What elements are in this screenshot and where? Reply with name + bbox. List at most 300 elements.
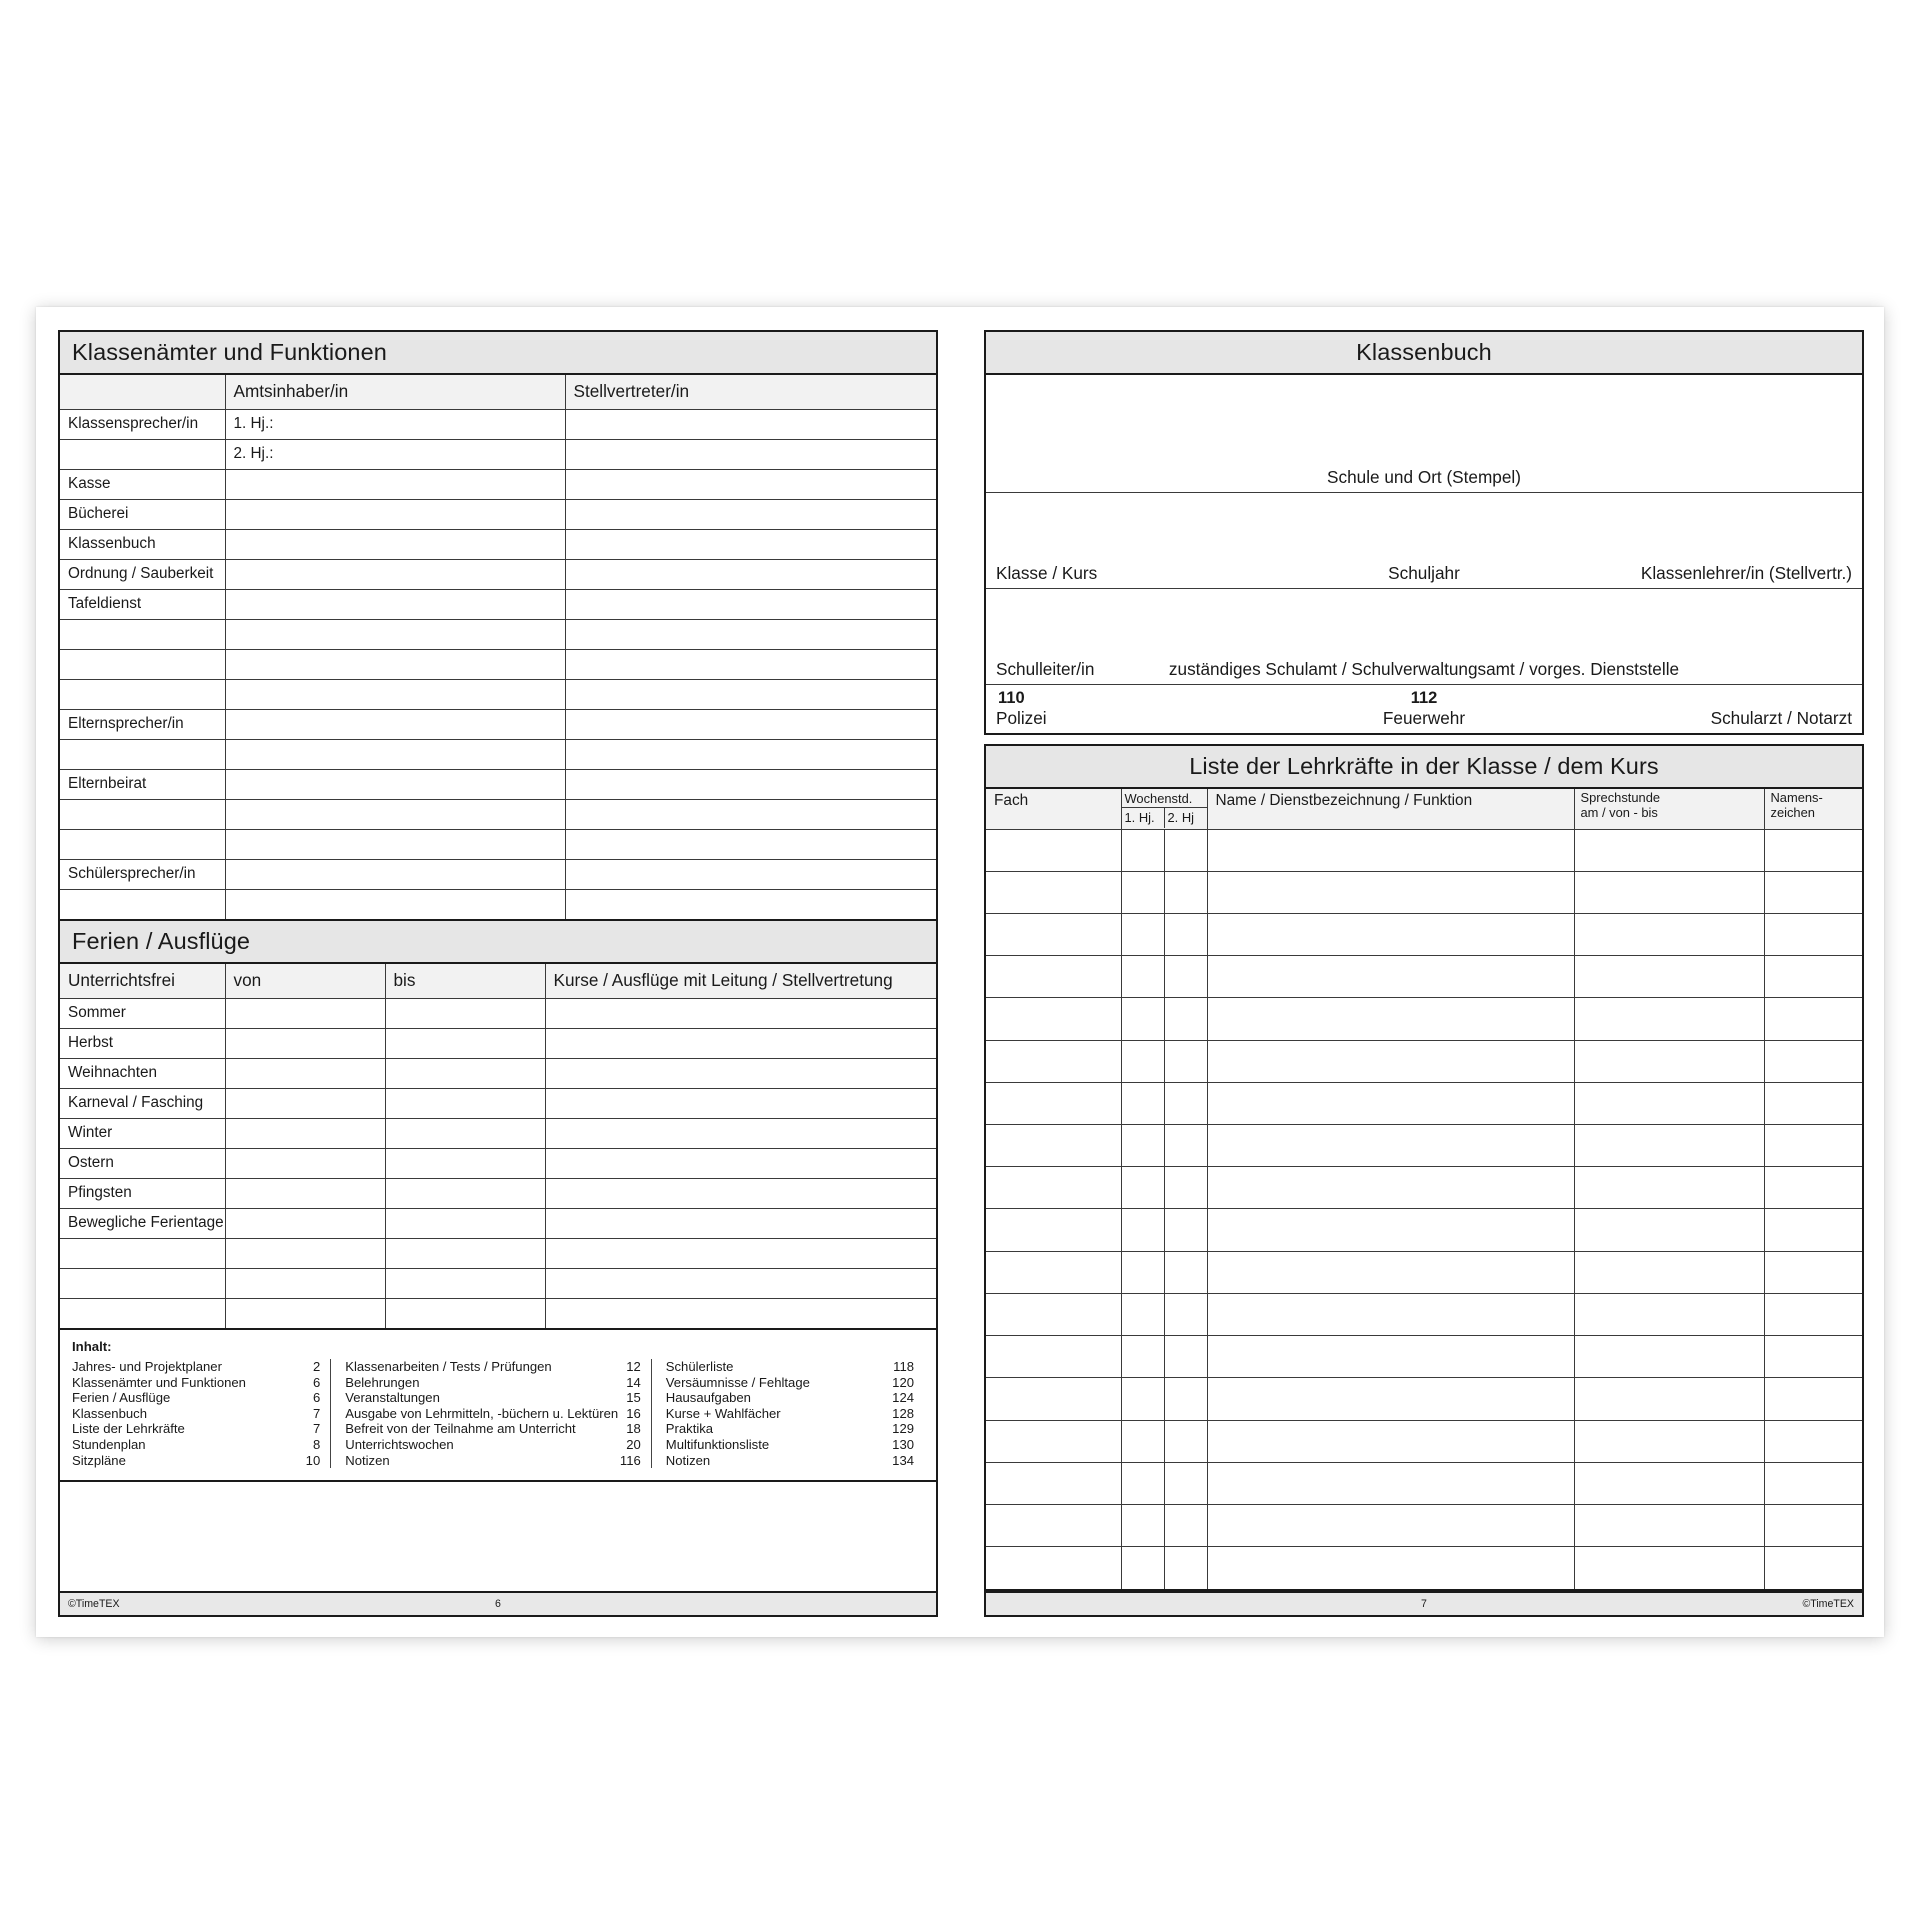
holidays-row-from[interactable] (225, 998, 385, 1028)
contents-entry-page: 20 (626, 1436, 641, 1452)
klassenbuch-title: Klassenbuch (986, 332, 1862, 375)
teacher-cell-h2[interactable] (1164, 1167, 1207, 1209)
teacher-cell-officehours[interactable] (1574, 1462, 1764, 1504)
teacher-cell-subject[interactable] (986, 1167, 1121, 1209)
teacher-cell-officehours[interactable] (1574, 1125, 1764, 1167)
teacher-cell-h1[interactable] (1121, 1125, 1164, 1167)
table-row (986, 1251, 1862, 1293)
holidays-row-to[interactable] (385, 1178, 545, 1208)
contents-entry-page: 124 (892, 1390, 915, 1406)
teacher-cell-initials[interactable] (1764, 1462, 1862, 1504)
teacher-cell-name[interactable] (1207, 1505, 1574, 1547)
holidays-row-note[interactable] (545, 1148, 936, 1178)
offices-table (60, 375, 936, 919)
teacher-cell-h1[interactable] (1121, 1420, 1164, 1462)
offices-row-holder[interactable] (225, 889, 565, 919)
offices-row-deputy[interactable] (565, 859, 936, 889)
contents-entry[interactable] (345, 1375, 641, 1391)
contents-entry[interactable] (666, 1453, 914, 1469)
offices-row-label: Tafeldienst (60, 589, 225, 619)
teacher-cell-h2[interactable] (1164, 1209, 1207, 1251)
table-row (60, 649, 936, 679)
contents-entry-page: 7 (312, 1421, 321, 1437)
offices-row-holder[interactable]: 1. Hj.: (225, 409, 565, 439)
teacher-cell-subject[interactable] (986, 913, 1121, 955)
weekly-hours-h2: 2. Hj (1167, 810, 1195, 825)
teacher-cell-initials[interactable] (1764, 829, 1862, 871)
offices-row-holder[interactable] (225, 559, 565, 589)
contents-entry[interactable] (72, 1359, 320, 1375)
teacher-cell-initials[interactable] (1764, 1082, 1862, 1124)
contents-index-block (58, 1330, 938, 1482)
contents-entry-label: Sitzpläne (72, 1452, 126, 1468)
holidays-row-note[interactable] (545, 998, 936, 1028)
teacher-cell-subject[interactable] (986, 1505, 1121, 1547)
teacher-cell-h1[interactable] (1121, 1040, 1164, 1082)
left-page-footer (58, 1591, 938, 1617)
contents-entry[interactable] (345, 1437, 641, 1453)
headmaster-authority-field[interactable] (986, 589, 1862, 685)
offices-row-holder[interactable] (225, 709, 565, 739)
contents-entry[interactable] (345, 1453, 641, 1469)
table-row (986, 1378, 1862, 1420)
holidays-row-from[interactable] (225, 1298, 385, 1328)
teacher-cell-subject[interactable] (986, 1462, 1121, 1504)
offices-row-holder[interactable] (225, 499, 565, 529)
holidays-row-to[interactable] (385, 1088, 545, 1118)
teacher-cell-officehours[interactable] (1574, 1547, 1764, 1589)
teacher-cell-subject[interactable] (986, 956, 1121, 998)
contents-entry-label: Multifunktionsliste (665, 1436, 770, 1452)
offices-row-label: Klassenbuch (60, 529, 225, 559)
holidays-row-to[interactable] (385, 1268, 545, 1298)
holidays-row-from[interactable] (225, 1058, 385, 1088)
holidays-row-label: Sommer (60, 998, 225, 1028)
contents-entry-page: 2 (312, 1359, 321, 1374)
teacher-cell-initials[interactable] (1764, 1040, 1862, 1082)
classteacher-label: Klassenlehrer/in (Stellvertr.) (1640, 563, 1852, 583)
holidays-row-from[interactable] (225, 1148, 385, 1178)
teacher-cell-h2[interactable] (1164, 1336, 1207, 1378)
contents-entry-label: Ausgabe von Lehrmitteln, -büchern u. Lektüren (345, 1405, 619, 1421)
contents-bottom-spacer (58, 1482, 938, 1591)
teacher-cell-initials[interactable] (1764, 871, 1862, 913)
teacher-cell-subject[interactable] (986, 829, 1121, 871)
offices-row-holder[interactable] (225, 859, 565, 889)
teacher-col-initials (1764, 789, 1862, 829)
teacher-cell-h1[interactable] (1121, 1462, 1164, 1504)
teacher-cell-h1[interactable] (1121, 871, 1164, 913)
offices-row-holder[interactable] (225, 739, 565, 769)
contents-entry-label: Veranstaltungen (345, 1390, 440, 1406)
holidays-row-note[interactable] (545, 1208, 936, 1238)
offices-row-deputy[interactable] (565, 829, 936, 859)
schoolyear-label: Schuljahr (1388, 563, 1460, 583)
contents-entry-label: Belehrungen (345, 1374, 420, 1390)
offices-row-deputy[interactable] (565, 649, 936, 679)
holidays-row-from[interactable] (225, 1088, 385, 1118)
teacher-cell-name[interactable] (1207, 1082, 1574, 1124)
contents-columns (72, 1359, 924, 1468)
table-row (60, 1058, 936, 1088)
teacher-cell-officehours[interactable] (1574, 913, 1764, 955)
holidays-row-label: Pfingsten (60, 1178, 225, 1208)
right-footer-copyright: ©TimeTEX (1802, 1598, 1854, 1610)
table-row (60, 859, 936, 889)
school-stamp-field[interactable] (986, 375, 1862, 493)
teacher-cell-officehours[interactable] (1574, 1420, 1764, 1462)
teacher-cell-subject[interactable] (986, 871, 1121, 913)
table-row (60, 589, 936, 619)
teacher-cell-h1[interactable] (1121, 998, 1164, 1040)
teacher-cell-h1[interactable] (1121, 1082, 1164, 1124)
holidays-row-to[interactable] (385, 1028, 545, 1058)
contents-entry-label: Ferien / Ausflüge (72, 1390, 171, 1406)
teacher-cell-h2[interactable] (1164, 1251, 1207, 1293)
offices-row-deputy[interactable] (565, 739, 936, 769)
fire-label: Feuerwehr (1382, 708, 1466, 728)
holidays-row-note[interactable] (545, 1058, 936, 1088)
left-footer-copyright: ©TimeTEX (68, 1598, 120, 1610)
holidays-row-from[interactable] (225, 1178, 385, 1208)
offices-row-deputy[interactable] (565, 559, 936, 589)
teacher-cell-h2[interactable] (1164, 998, 1207, 1040)
teacher-cell-initials[interactable] (1764, 1336, 1862, 1378)
teacher-cell-officehours[interactable] (1574, 829, 1764, 871)
offices-row-holder[interactable] (225, 799, 565, 829)
contents-entry[interactable] (72, 1375, 320, 1391)
contents-entry[interactable] (72, 1406, 320, 1422)
contents-entry[interactable] (666, 1406, 914, 1422)
holidays-row-to[interactable] (385, 1298, 545, 1328)
teacher-cell-name[interactable] (1207, 1040, 1574, 1082)
holidays-row-note[interactable] (545, 1088, 936, 1118)
authority-label: zuständiges Schulamt / Schulverwaltungsamt / vorges. Dienststelle (1168, 659, 1680, 679)
teacher-cell-initials[interactable] (1764, 998, 1862, 1040)
headmaster-label: Schulleiter/in (996, 659, 1095, 679)
contents-entry[interactable] (345, 1390, 641, 1406)
table-row (60, 829, 936, 859)
offices-col-deputy: Stellvertreter/in (565, 375, 936, 409)
contents-entry-page: 130 (892, 1436, 915, 1452)
contents-entry[interactable] (72, 1390, 320, 1406)
teacher-cell-h1[interactable] (1121, 1336, 1164, 1378)
teacher-cell-initials[interactable] (1764, 956, 1862, 998)
holidays-row-from[interactable] (225, 1238, 385, 1268)
contents-entry-page: 12 (626, 1359, 641, 1374)
teacher-cell-subject[interactable] (986, 1125, 1121, 1167)
holidays-row-note[interactable] (545, 1298, 936, 1328)
holidays-row-to[interactable] (385, 1148, 545, 1178)
contents-entry[interactable] (666, 1390, 914, 1406)
offices-row-label: Schülersprecher/in (60, 859, 225, 889)
holidays-row-to[interactable] (385, 1208, 545, 1238)
table-row (986, 1040, 1862, 1082)
teacher-cell-h2[interactable] (1164, 913, 1207, 955)
teacher-cell-officehours[interactable] (1574, 1251, 1764, 1293)
teacher-cell-subject[interactable] (986, 1547, 1121, 1589)
offices-row-deputy[interactable] (565, 409, 936, 439)
table-row (60, 1118, 936, 1148)
offices-row-deputy[interactable] (565, 529, 936, 559)
offices-col-holder: Amtsinhaber/in (225, 375, 565, 409)
teacher-cell-h2[interactable] (1164, 1462, 1207, 1504)
contents-entry[interactable] (345, 1421, 641, 1437)
contents-entry-label: Befreit von der Teilnahme am Unterricht (345, 1421, 576, 1437)
contents-entry[interactable] (666, 1359, 914, 1375)
book-spread-sheet (36, 307, 1884, 1637)
contents-entry-page: 120 (892, 1374, 915, 1390)
contents-entry-page: 6 (312, 1390, 321, 1406)
offices-row-deputy[interactable] (565, 469, 936, 499)
officehours-label: Sprechstunde (1580, 790, 1661, 805)
teacher-cell-name[interactable] (1207, 829, 1574, 871)
table-row (60, 1178, 936, 1208)
teacher-cell-name[interactable] (1207, 871, 1574, 913)
teacher-cell-name[interactable] (1207, 1547, 1574, 1589)
teacher-cell-name[interactable] (1207, 1125, 1574, 1167)
table-row (60, 679, 936, 709)
teacher-cell-subject[interactable] (986, 1336, 1121, 1378)
offices-row-label: Elternsprecher/in (60, 709, 225, 739)
holidays-col-label: Unterrichtsfrei (60, 964, 225, 998)
teacher-cell-h2[interactable] (1164, 1547, 1207, 1589)
teacher-col-subject: Fach (986, 789, 1121, 829)
table-row (986, 829, 1862, 871)
teacher-cell-initials[interactable] (1764, 1167, 1862, 1209)
weekly-hours-h1: 1. Hj. (1122, 808, 1165, 828)
teacher-col-weekly-hours (1121, 789, 1207, 829)
table-row (60, 469, 936, 499)
emergency-numbers-row (986, 685, 1862, 733)
holidays-row-note[interactable] (545, 1028, 936, 1058)
class-label: Klasse / Kurs (996, 563, 1098, 583)
contents-entry[interactable] (72, 1437, 320, 1453)
doctor-label: Schularzt / Notarzt (1710, 708, 1852, 728)
holidays-table-block (58, 921, 938, 1330)
initials-sublabel: zeichen (1770, 804, 1815, 820)
teacher-list-table (986, 789, 1862, 1589)
teacher-cell-officehours[interactable] (1574, 1040, 1764, 1082)
contents-entry-page: 6 (312, 1374, 321, 1390)
teacher-cell-name[interactable] (1207, 1420, 1574, 1462)
table-row (60, 409, 936, 439)
holidays-row-label: Winter (60, 1118, 225, 1148)
holidays-row-from[interactable] (225, 1208, 385, 1238)
offices-row-holder[interactable] (225, 769, 565, 799)
teacher-cell-h1[interactable] (1121, 1378, 1164, 1420)
teacher-cell-h2[interactable] (1164, 1293, 1207, 1335)
teacher-cell-name[interactable] (1207, 1378, 1574, 1420)
teacher-cell-subject[interactable] (986, 1420, 1121, 1462)
holidays-row-label: Bewegliche Ferientage (60, 1208, 225, 1238)
teacher-cell-h1[interactable] (1121, 1547, 1164, 1589)
teacher-cell-subject[interactable] (986, 1378, 1121, 1420)
offices-row-holder[interactable] (225, 529, 565, 559)
teacher-cell-h1[interactable] (1121, 1505, 1164, 1547)
table-row (60, 619, 936, 649)
teacher-cell-h1[interactable] (1121, 829, 1164, 871)
teacher-cell-h2[interactable] (1164, 1505, 1207, 1547)
holidays-row-note[interactable] (545, 1238, 936, 1268)
teacher-cell-h1[interactable] (1121, 956, 1164, 998)
holidays-row-to[interactable] (385, 1118, 545, 1148)
teacher-cell-name[interactable] (1207, 1251, 1574, 1293)
teacher-cell-initials[interactable] (1764, 913, 1862, 955)
offices-row-holder[interactable] (225, 679, 565, 709)
teacher-cell-h1[interactable] (1121, 1167, 1164, 1209)
teacher-cell-officehours[interactable] (1574, 956, 1764, 998)
holidays-row-to[interactable] (385, 1238, 545, 1268)
offices-row-deputy[interactable] (565, 439, 936, 469)
teacher-cell-name[interactable] (1207, 1462, 1574, 1504)
teacher-cell-name[interactable] (1207, 1293, 1574, 1335)
offices-row-deputy[interactable] (565, 589, 936, 619)
table-row (986, 913, 1862, 955)
contents-entry[interactable] (666, 1421, 914, 1437)
teacher-cell-officehours[interactable] (1574, 998, 1764, 1040)
teacher-cell-h2[interactable] (1164, 956, 1207, 998)
offices-row-holder[interactable] (225, 619, 565, 649)
teacher-cell-h2[interactable] (1164, 1378, 1207, 1420)
teacher-cell-h2[interactable] (1164, 1082, 1207, 1124)
teacher-cell-subject[interactable] (986, 1293, 1121, 1335)
teacher-cell-initials[interactable] (1764, 1378, 1862, 1420)
teacher-cell-h2[interactable] (1164, 1420, 1207, 1462)
teacher-cell-h2[interactable] (1164, 871, 1207, 913)
teacher-cell-h1[interactable] (1121, 1209, 1164, 1251)
contents-entry-label: Praktika (665, 1421, 714, 1437)
holidays-section-title: Ferien / Ausflüge (60, 921, 936, 964)
teacher-cell-h2[interactable] (1164, 1040, 1207, 1082)
contents-entry-label: Klassenarbeiten / Tests / Prüfungen (345, 1359, 552, 1374)
table-row (986, 1420, 1862, 1462)
teacher-cell-name[interactable] (1207, 913, 1574, 955)
offices-row-deputy[interactable] (565, 769, 936, 799)
teacher-cell-h2[interactable] (1164, 1125, 1207, 1167)
teacher-cell-subject[interactable] (986, 1082, 1121, 1124)
teacher-cell-h2[interactable] (1164, 829, 1207, 871)
holidays-row-note[interactable] (545, 1118, 936, 1148)
table-row (60, 559, 936, 589)
offices-row-holder[interactable] (225, 829, 565, 859)
teacher-cell-officehours[interactable] (1574, 1378, 1764, 1420)
police-label: Polizei (996, 708, 1047, 728)
offices-row-label: Elternbeirat (60, 769, 225, 799)
holidays-row-from[interactable] (225, 1118, 385, 1148)
holidays-row-note[interactable] (545, 1268, 936, 1298)
offices-row-deputy[interactable] (565, 709, 936, 739)
teacher-cell-name[interactable] (1207, 1167, 1574, 1209)
offices-row-deputy[interactable] (565, 799, 936, 829)
teacher-cell-initials[interactable] (1764, 1505, 1862, 1547)
teacher-cell-subject[interactable] (986, 1251, 1121, 1293)
contents-entry-page: 18 (626, 1421, 641, 1437)
offices-row-holder[interactable] (225, 469, 565, 499)
teacher-cell-subject[interactable] (986, 998, 1121, 1040)
offices-row-deputy[interactable] (565, 679, 936, 709)
offices-row-deputy[interactable] (565, 499, 936, 529)
contents-column (72, 1359, 330, 1468)
teacher-cell-officehours[interactable] (1574, 1336, 1764, 1378)
contents-entry-label: Notizen (345, 1452, 390, 1468)
teacher-cell-officehours[interactable] (1574, 1209, 1764, 1251)
offices-row-holder[interactable]: 2. Hj.: (225, 439, 565, 469)
holidays-row-from[interactable] (225, 1028, 385, 1058)
contents-entry[interactable] (666, 1437, 914, 1453)
table-row (986, 1505, 1862, 1547)
teacher-cell-officehours[interactable] (1574, 1505, 1764, 1547)
teacher-cell-h1[interactable] (1121, 1293, 1164, 1335)
contents-entry[interactable] (345, 1406, 641, 1422)
right-page-number: 7 (1421, 1598, 1427, 1610)
teacher-cell-h1[interactable] (1121, 913, 1164, 955)
teacher-cell-officehours[interactable] (1574, 871, 1764, 913)
contents-entry[interactable] (72, 1453, 320, 1469)
teacher-cell-officehours[interactable] (1574, 1167, 1764, 1209)
teacher-list-header-row (986, 789, 1862, 829)
table-row (60, 709, 936, 739)
teacher-cell-initials[interactable] (1764, 1547, 1862, 1589)
teacher-cell-subject[interactable] (986, 1040, 1121, 1082)
contents-entry[interactable] (72, 1421, 320, 1437)
holidays-row-note[interactable] (545, 1178, 936, 1208)
teacher-cell-officehours[interactable] (1574, 1293, 1764, 1335)
table-row (60, 799, 936, 829)
right-page (984, 330, 1864, 1617)
teacher-cell-initials[interactable] (1764, 1420, 1862, 1462)
holidays-row-to[interactable] (385, 998, 545, 1028)
class-schoolyear-teacher-field[interactable] (986, 493, 1862, 589)
offices-row-holder[interactable] (225, 649, 565, 679)
contents-entry-page: 8 (312, 1436, 321, 1452)
teacher-cell-initials[interactable] (1764, 1251, 1862, 1293)
teacher-cell-initials[interactable] (1764, 1209, 1862, 1251)
table-row (60, 1028, 936, 1058)
teacher-cell-name[interactable] (1207, 998, 1574, 1040)
teacher-cell-name[interactable] (1207, 956, 1574, 998)
teacher-cell-initials[interactable] (1764, 1125, 1862, 1167)
contents-entry-page: 10 (305, 1452, 321, 1468)
holidays-col-to: bis (385, 964, 545, 998)
table-row (60, 1238, 936, 1268)
offices-row-label (60, 829, 225, 859)
table-row (986, 871, 1862, 913)
contents-entry[interactable] (666, 1375, 914, 1391)
teacher-cell-initials[interactable] (1764, 1293, 1862, 1335)
holidays-row-to[interactable] (385, 1058, 545, 1088)
teacher-cell-h1[interactable] (1121, 1251, 1164, 1293)
contents-entry-label: Unterrichtswochen (345, 1436, 454, 1452)
contents-entry[interactable] (345, 1359, 641, 1375)
school-stamp-label: Schule und Ort (Stempel) (1327, 467, 1521, 487)
teacher-cell-name[interactable] (1207, 1209, 1574, 1251)
holidays-row-label (60, 1238, 225, 1268)
offices-row-label (60, 889, 225, 919)
teacher-cell-name[interactable] (1207, 1336, 1574, 1378)
holidays-row-label: Ostern (60, 1148, 225, 1178)
offices-row-label: Kasse (60, 469, 225, 499)
offices-row-deputy[interactable] (565, 619, 936, 649)
holidays-row-label: Karneval / Fasching (60, 1088, 225, 1118)
holidays-row-from[interactable] (225, 1268, 385, 1298)
contents-entry-label: Hausaufgaben (665, 1390, 751, 1406)
holidays-row-label (60, 1268, 225, 1298)
teacher-cell-subject[interactable] (986, 1209, 1121, 1251)
offices-row-holder[interactable] (225, 589, 565, 619)
teacher-cell-officehours[interactable] (1574, 1082, 1764, 1124)
offices-row-deputy[interactable] (565, 889, 936, 919)
